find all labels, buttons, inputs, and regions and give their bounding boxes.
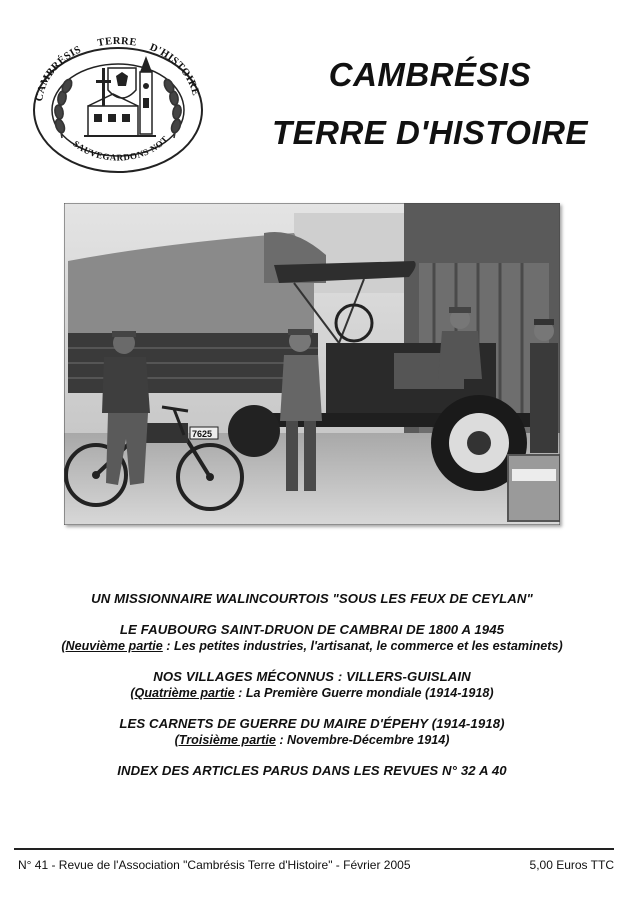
part-description: : La Première Guerre mondiale (1914-1918) <box>234 686 494 700</box>
issue-info: N° 41 - Revue de l'Association "Cambrésis Terre d'Histoire" - Février 2005 <box>18 858 411 872</box>
svg-text:CAMBRÉSIS TERRE: CAMBRÉSIS TERRE D'HISTOIRE <box>34 35 201 103</box>
part-label: (Neuvième partie <box>61 639 163 653</box>
article-subtitle <box>0 638 624 654</box>
article-heading: LES CARNETS DE GUERRE DU MAIRE D'ÉPEHY (1914-1918) <box>119 716 505 731</box>
article-1 <box>0 590 624 607</box>
article-2 <box>0 621 624 654</box>
footer-divider <box>14 848 614 850</box>
magazine-title <box>250 46 610 162</box>
title-line-2: TERRE D'HISTOIRE <box>272 114 588 151</box>
part-label: (Troisième partie <box>174 733 276 747</box>
association-logo <box>28 28 208 198</box>
license-plate: 7625 <box>192 429 213 439</box>
part-label: (Quatrième partie <box>130 686 235 700</box>
article-heading: UN MISSIONNAIRE WALINCOURTOIS "SOUS LES FEUX DE CEYLAN" <box>91 591 533 606</box>
article-4 <box>0 715 624 748</box>
contents-list <box>0 590 624 793</box>
part-description: : Novembre-Décembre 1914) <box>275 733 450 747</box>
article-subtitle <box>0 732 624 748</box>
cambresis-emblem-icon <box>28 28 208 198</box>
article-3 <box>0 668 624 701</box>
article-heading: LE FAUBOURG SAINT-DRUON DE CAMBRAI DE 1800 A 1945 <box>119 622 505 637</box>
article-heading: INDEX DES ARTICLES PARUS DANS LES REVUES N° 32 A 40 <box>117 763 507 778</box>
vintage-truck-photo <box>64 203 560 525</box>
article-subtitle <box>0 685 624 701</box>
footer <box>18 858 614 872</box>
cover-photograph <box>64 203 560 525</box>
article-heading: NOS VILLAGES MÉCONNUS : VILLERS-GUISLAIN <box>153 669 471 684</box>
price: 5,00 Euros TTC <box>529 858 614 872</box>
svg-text:SAUVEGARDONS NOTRE PASSÉ: SAUVEGARDONS NOT <box>71 133 171 163</box>
article-5 <box>0 762 624 779</box>
part-description: : Les petites industries, l'artisanat, le commerce et les estaminets) <box>162 639 563 653</box>
title-line-1: CAMBRÉSIS <box>328 56 532 93</box>
